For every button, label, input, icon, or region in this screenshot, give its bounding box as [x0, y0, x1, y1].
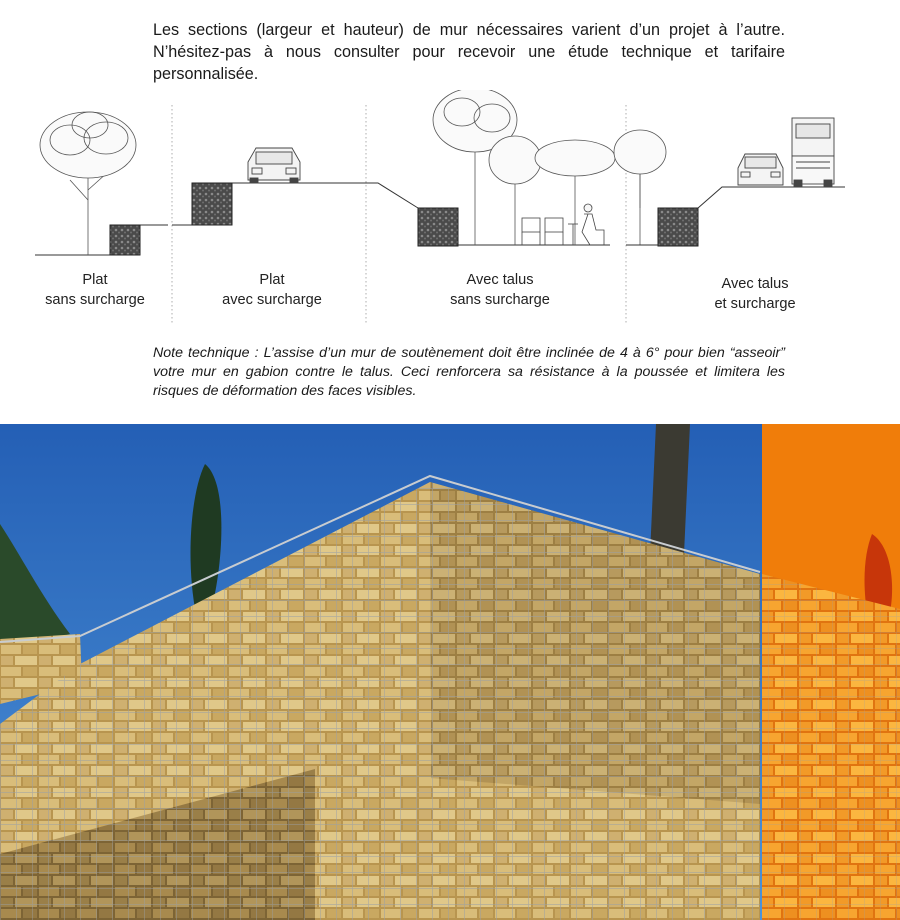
- technical-note: Note technique : L’assise d’un mur de soutènement doit être inclinée de 4 à 6° pour bien “asseoir” votre mur en gabion contre le talus. Ceci renforcera sa résistance à la poussée et limitera les risques de déformation des faces visibles.: [153, 345, 785, 399]
- truck-icon: [792, 118, 834, 186]
- tree-trunk: [650, 424, 690, 554]
- bench-and-people-icon: [522, 204, 604, 245]
- gabion-block: [418, 208, 458, 246]
- caption-flat-with-load: Plat avec surcharge: [222, 272, 322, 308]
- caption-slope-no-load: Avec talus sans surcharge: [450, 272, 550, 308]
- gabion-block: [110, 225, 140, 255]
- caption-slope-with-load: Avec talus et surcharge: [714, 276, 796, 312]
- car-icon: [738, 154, 783, 185]
- orange-overlay-strip: [762, 424, 900, 920]
- intro-paragraph: Les sections (largeur et hauteur) de mur nécessaires varient d’un projet à l’autre. N’hésitez-pas à nous consulter pour recevoir une étude technique et tarifaire personnalisée.: [153, 21, 785, 83]
- diagram-flat-no-load: [35, 112, 168, 255]
- diagram-slope-with-load: [614, 118, 845, 246]
- gabion-block: [192, 183, 232, 225]
- caption-flat-no-load: Plat sans surcharge: [45, 272, 145, 308]
- gabion-wall-photo: [0, 424, 900, 920]
- tree-icon: [614, 130, 666, 208]
- car-icon: [248, 148, 300, 183]
- diagram-flat-with-load: [172, 148, 366, 225]
- diagram-slope-no-load: [366, 90, 640, 246]
- gabion-block: [658, 208, 698, 246]
- trees-icon: [433, 90, 640, 245]
